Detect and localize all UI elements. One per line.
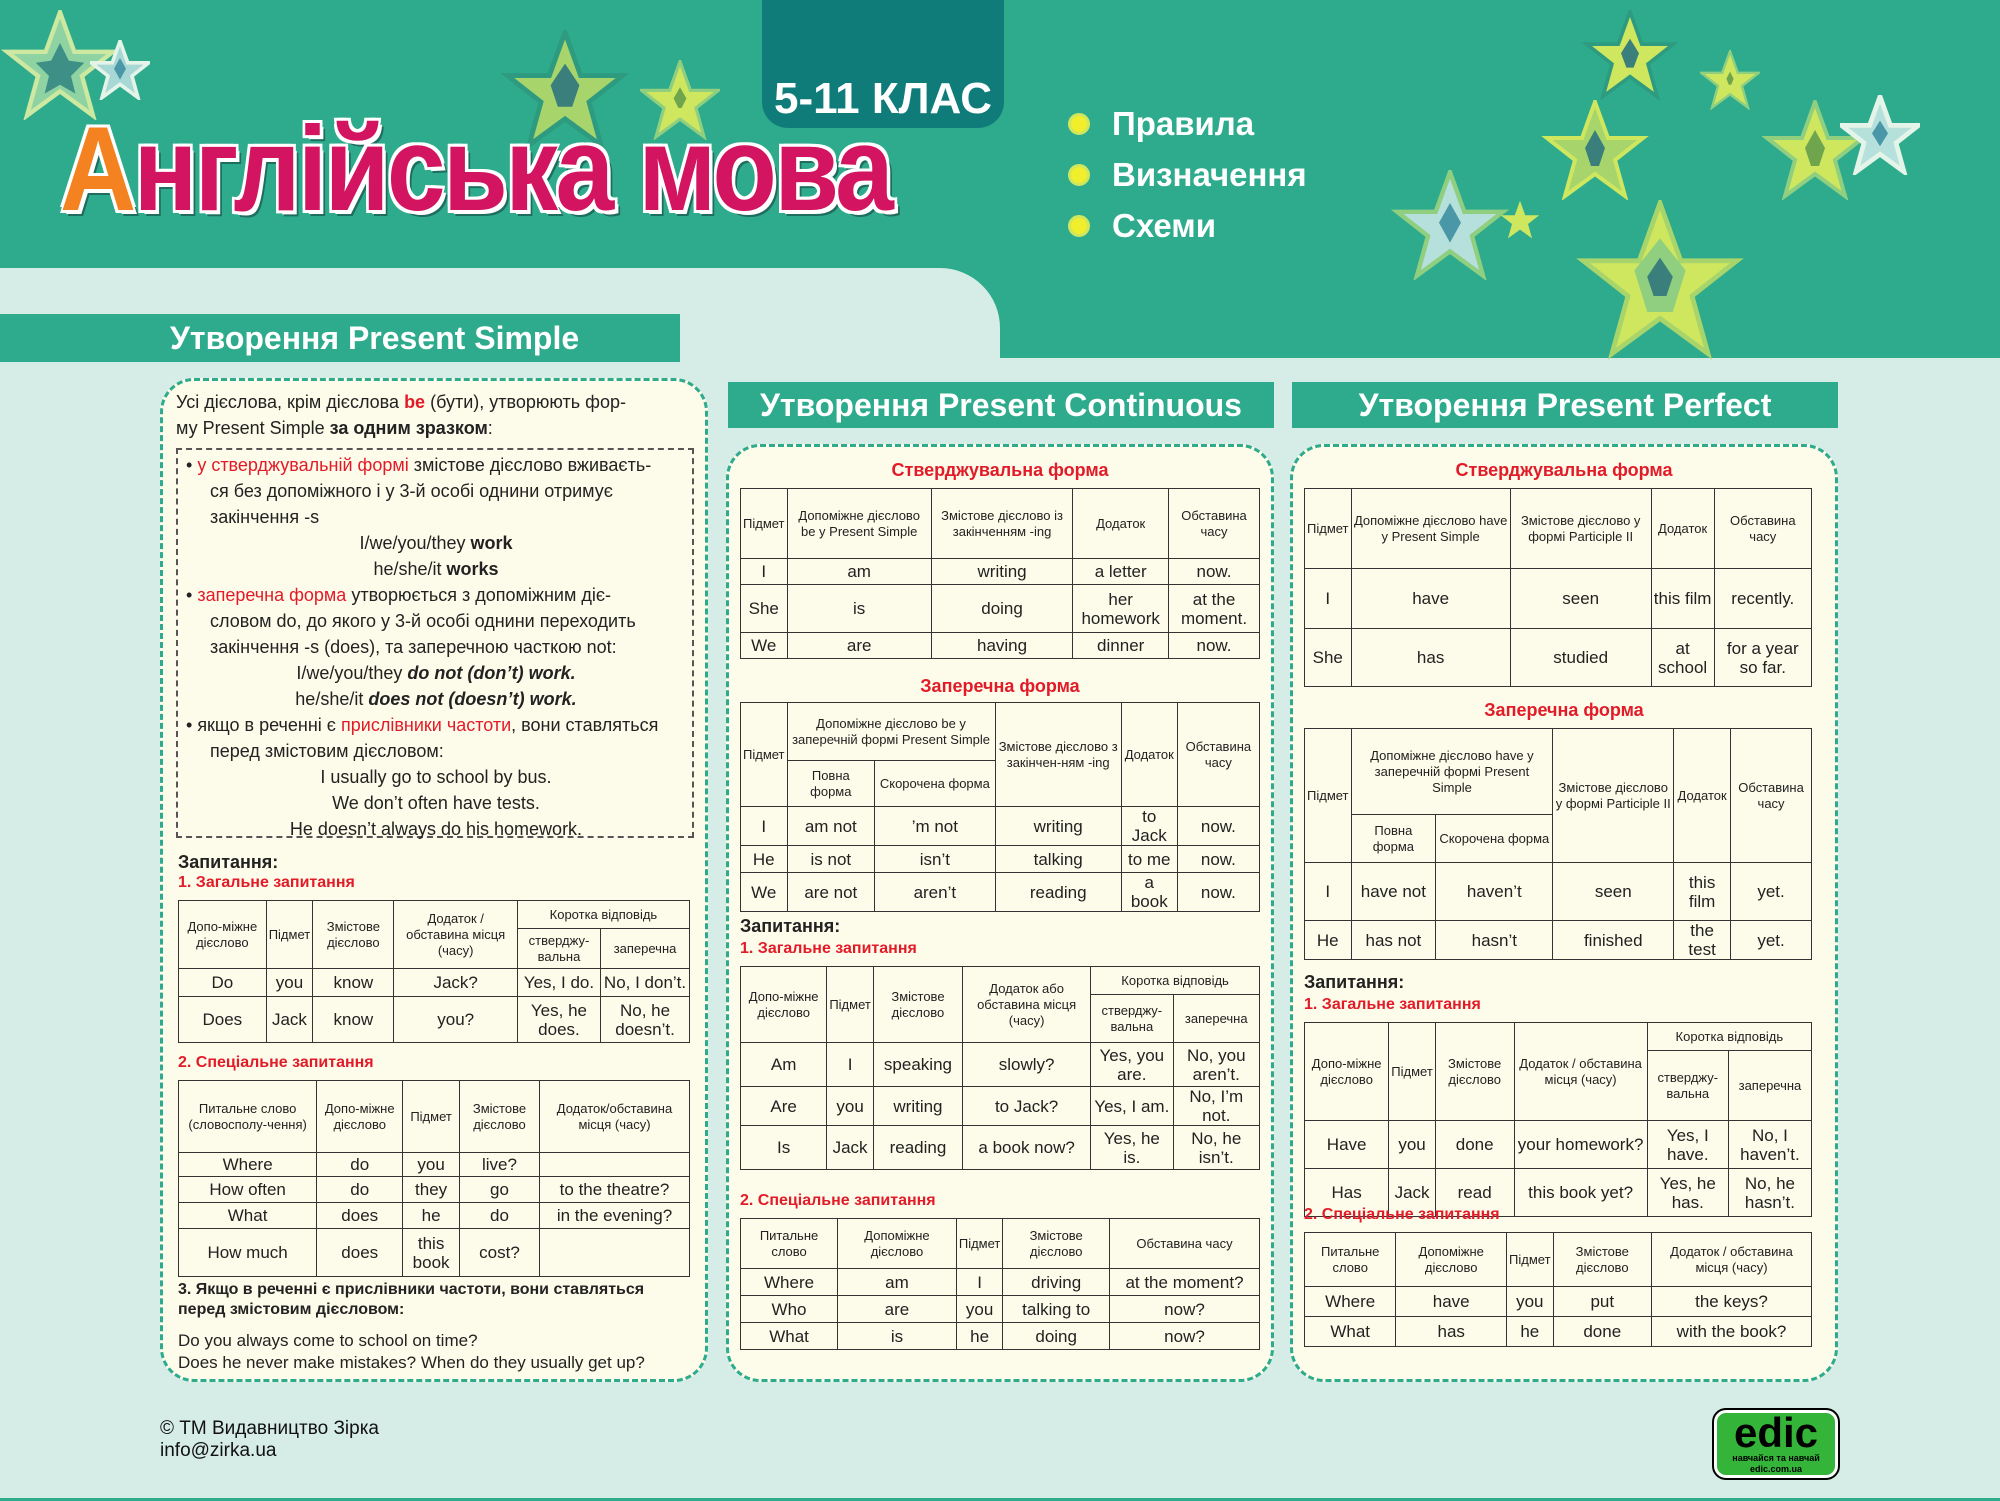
table-cell: read bbox=[1435, 1169, 1514, 1217]
table-header-cell: Додаток/обставина місця (часу) bbox=[540, 1081, 690, 1153]
table-row bbox=[1305, 921, 1812, 960]
table-row bbox=[179, 997, 690, 1043]
table-cell: writing bbox=[931, 559, 1073, 585]
table-header-cell: Підмет bbox=[741, 489, 788, 559]
table-header-cell: Допоміжне дієслово have у заперечній формі Present Simple bbox=[1351, 729, 1553, 815]
table-cell: writing bbox=[873, 1087, 962, 1126]
table-header-cell: Підмет bbox=[403, 1081, 460, 1153]
table-cell: reading bbox=[995, 873, 1121, 912]
present-perfect-heading: Утворення Present Perfect bbox=[1292, 382, 1838, 428]
table-header-cell: Питальне слово (словосполу-чення) bbox=[179, 1081, 317, 1153]
table-cell: at the moment. bbox=[1169, 585, 1260, 633]
table-cell: to Jack bbox=[1121, 807, 1177, 846]
table-cell: put bbox=[1553, 1287, 1651, 1317]
publisher-name: © ТМ Видавництво Зірка bbox=[160, 1418, 380, 1439]
table-cell: does bbox=[317, 1203, 403, 1229]
table-cell: Have bbox=[1305, 1121, 1389, 1169]
table-cell: am not bbox=[787, 807, 875, 846]
table-row bbox=[179, 1177, 690, 1203]
table-cell: reading bbox=[873, 1126, 962, 1170]
table-cell: Yes, I do. bbox=[517, 969, 600, 997]
table-cell: Does bbox=[179, 997, 267, 1043]
table-row bbox=[179, 1081, 690, 1153]
table-row bbox=[1305, 1023, 1812, 1051]
table-cell: are bbox=[787, 633, 931, 659]
table-cell: Am bbox=[741, 1043, 827, 1087]
table-cell: Yes, you are. bbox=[1091, 1043, 1173, 1087]
table-header-cell: Підмет bbox=[1507, 1233, 1554, 1287]
table-header-cell: Додаток / обставина місця (часу) bbox=[394, 901, 517, 969]
table-row bbox=[1305, 1287, 1812, 1317]
feature-item: Схеми bbox=[1068, 200, 1307, 251]
star-icon bbox=[1390, 170, 1510, 280]
table-header-cell: заперечна bbox=[1728, 1051, 1811, 1121]
table-header-cell: Змістове дієслово із закінченням -ing bbox=[931, 489, 1073, 559]
star-icon bbox=[1580, 10, 1680, 100]
table-header-cell: Скорочена форма bbox=[875, 761, 995, 807]
table-cell: am bbox=[838, 1269, 957, 1296]
table-cell: do bbox=[317, 1177, 403, 1203]
table-cell: She bbox=[741, 585, 788, 633]
table-header-cell: заперечна bbox=[601, 929, 690, 969]
bullet-dot-icon bbox=[1068, 164, 1090, 186]
table-cell: is bbox=[787, 585, 931, 633]
ps-questions-title: Запитання: bbox=[178, 852, 279, 872]
table-cell: No, I don’t. bbox=[601, 969, 690, 997]
pp-negative-table bbox=[1304, 728, 1812, 960]
table-cell: know bbox=[313, 997, 394, 1043]
table-cell: ’m not bbox=[875, 807, 995, 846]
table-cell: studied bbox=[1510, 629, 1651, 687]
table-cell: the test bbox=[1674, 921, 1731, 960]
table-cell: Yes, I have. bbox=[1647, 1121, 1728, 1169]
table-cell: the keys? bbox=[1652, 1287, 1812, 1317]
table-cell: for a year so far. bbox=[1714, 629, 1811, 687]
table-header-cell: Обставина часу bbox=[1731, 729, 1812, 863]
table-cell: seen bbox=[1553, 863, 1674, 921]
ps-rule-adverbs: • якщо в реченні є прислівники частоти, вони ставляться перед змістовим дієсловом: I usually go to school by bus. We don’t often have tests. He doesn’t always do his homework. bbox=[186, 715, 659, 839]
ps-general-question-title: 1. Загальне запитання bbox=[178, 874, 355, 891]
table-row bbox=[1305, 863, 1812, 921]
table-row bbox=[741, 846, 1260, 873]
table-cell: I bbox=[827, 1043, 874, 1087]
table-cell: is bbox=[838, 1323, 957, 1350]
table-cell: finished bbox=[1553, 921, 1674, 960]
ps-rule-negative: • заперечна форма утворюється з допоміжним діє- словом do, до якого у 3-й особі однини переходить закінчення -s (does), та заперечною часткою not: I/we/you/they do not (don’t) work. he/she/it does not (doesn’t) work. bbox=[186, 585, 636, 709]
table-cell: to Jack? bbox=[963, 1087, 1091, 1126]
table-header-cell: Підмет bbox=[1305, 729, 1352, 863]
table-header-cell: заперечна bbox=[1173, 995, 1259, 1043]
table-cell: What bbox=[1305, 1317, 1396, 1347]
table-cell: No, he isn’t. bbox=[1173, 1126, 1259, 1170]
ps-general-question-table bbox=[178, 900, 690, 1043]
table-cell: live? bbox=[459, 1153, 539, 1177]
table-cell: a book now? bbox=[963, 1126, 1091, 1170]
table-header-cell: стверджу-вальна bbox=[1091, 995, 1173, 1043]
table-row bbox=[741, 559, 1260, 585]
table-cell: haven’t bbox=[1436, 863, 1553, 921]
table-cell: you bbox=[1507, 1287, 1554, 1317]
feature-item: Правила bbox=[1068, 98, 1307, 149]
grade-label: 5-11 КЛАС bbox=[773, 74, 993, 123]
table-row bbox=[741, 967, 1260, 995]
ps-special-question-title: 2. Спеціальне запитання bbox=[178, 1054, 374, 1071]
table-cell: Who bbox=[741, 1296, 838, 1323]
table-cell: you bbox=[956, 1296, 1003, 1323]
edic-logo: edic навчайся та навчай edic.com.ua bbox=[1714, 1410, 1838, 1478]
pc-general-question-table bbox=[740, 966, 1260, 1170]
table-header-cell: Додаток / обставина місця (часу) bbox=[1514, 1023, 1647, 1121]
table-cell: have bbox=[1396, 1287, 1507, 1317]
pc-negative-table bbox=[740, 702, 1260, 912]
table-cell: does bbox=[317, 1229, 403, 1277]
star-icon bbox=[1560, 200, 1760, 360]
table-cell: No, I haven’t. bbox=[1728, 1121, 1811, 1169]
table-cell: Yes, I am. bbox=[1091, 1087, 1173, 1126]
table-cell: Yes, he does. bbox=[517, 997, 600, 1043]
table-header-cell: Коротка відповідь bbox=[1647, 1023, 1811, 1051]
table-row bbox=[1305, 1121, 1812, 1169]
table-row bbox=[741, 1219, 1260, 1269]
table-cell: now. bbox=[1177, 873, 1259, 912]
table-header-cell: Додаток або обставина місця (часу) bbox=[963, 967, 1091, 1043]
table-header-cell: Допо-міжне дієслово bbox=[179, 901, 267, 969]
table-cell: Do bbox=[179, 969, 267, 997]
table-cell: No, you aren’t. bbox=[1173, 1043, 1259, 1087]
table-cell: to me bbox=[1121, 846, 1177, 873]
table-cell: Are bbox=[741, 1087, 827, 1126]
table-cell: dinner bbox=[1073, 633, 1169, 659]
table-cell: We bbox=[741, 633, 788, 659]
present-simple-heading: Утворення Present Simple bbox=[0, 314, 680, 362]
table-header-cell: Питальне слово bbox=[741, 1219, 838, 1269]
table-row bbox=[1305, 1233, 1812, 1287]
pp-questions-title: Запитання: bbox=[1304, 972, 1405, 992]
table-cell: do bbox=[317, 1153, 403, 1177]
pc-general-question-title: 1. Загальне запитання bbox=[740, 940, 917, 957]
table-cell: recently. bbox=[1714, 569, 1811, 629]
table-cell: is not bbox=[787, 846, 875, 873]
table-header-cell: Підмет bbox=[827, 967, 874, 1043]
table-cell: this book bbox=[403, 1229, 460, 1277]
pc-special-question-table bbox=[740, 1218, 1260, 1350]
table-row bbox=[741, 1296, 1260, 1323]
table-cell bbox=[540, 1229, 690, 1277]
table-row bbox=[741, 873, 1260, 912]
star-icon bbox=[90, 40, 150, 100]
table-cell: driving bbox=[1003, 1269, 1110, 1296]
table-row bbox=[741, 585, 1260, 633]
ps-adverbs-example-2: Does he never make mistakes? When do they usually get up? bbox=[178, 1353, 645, 1372]
bullet-dot-icon bbox=[1068, 215, 1090, 237]
table-row bbox=[179, 1203, 690, 1229]
table-cell: now. bbox=[1169, 633, 1260, 659]
table-header-cell: Повна форма bbox=[1351, 815, 1436, 863]
table-cell: this book yet? bbox=[1514, 1169, 1647, 1217]
star-icon bbox=[1540, 100, 1650, 200]
table-header-cell: стверджу-вальна bbox=[1647, 1051, 1728, 1121]
table-cell: have not bbox=[1351, 863, 1436, 921]
pc-questions-title: Запитання: bbox=[740, 916, 841, 936]
page-title bbox=[60, 100, 891, 238]
table-cell: he bbox=[1507, 1317, 1554, 1347]
table-cell: seen bbox=[1510, 569, 1651, 629]
title-rest: нглійська мова bbox=[133, 102, 892, 236]
table-header-cell: Підмет bbox=[1389, 1023, 1436, 1121]
table-cell: now? bbox=[1110, 1323, 1260, 1350]
table-header-cell: Коротка відповідь bbox=[517, 901, 689, 929]
pp-affirmative-table bbox=[1304, 488, 1812, 687]
pc-negative-title: Заперечна форма bbox=[920, 676, 1080, 696]
bullet-dot-icon bbox=[1068, 113, 1090, 135]
star-icon bbox=[1500, 200, 1540, 240]
table-row bbox=[1305, 629, 1812, 687]
table-row bbox=[741, 633, 1260, 659]
table-cell: What bbox=[741, 1323, 838, 1350]
table-header-cell: Скорочена форма bbox=[1436, 815, 1553, 863]
table-row bbox=[179, 901, 690, 929]
table-header-cell: Змістове дієслово bbox=[1553, 1233, 1651, 1287]
pc-affirmative-table bbox=[740, 488, 1260, 659]
table-cell: now. bbox=[1169, 559, 1260, 585]
publisher-email: info@zirka.ua bbox=[160, 1440, 277, 1461]
ps-adverbs-question-title: 3. Якщо в реченні є прислівники частоти, вони ставляться перед змістовим дієсловом: bbox=[178, 1281, 645, 1318]
table-cell: do bbox=[459, 1203, 539, 1229]
table-header-cell: Обставина часу bbox=[1714, 489, 1811, 569]
table-header-cell: Змістове дієслово bbox=[459, 1081, 539, 1153]
table-cell: Yes, he has. bbox=[1647, 1169, 1728, 1217]
table-cell: Has bbox=[1305, 1169, 1389, 1217]
table-header-cell: Підмет bbox=[1305, 489, 1352, 569]
table-header-cell: Обставина часу bbox=[1110, 1219, 1260, 1269]
table-cell: Yes, he is. bbox=[1091, 1126, 1173, 1170]
table-row bbox=[741, 703, 1260, 761]
table-cell: am bbox=[787, 559, 931, 585]
table-row bbox=[741, 1269, 1260, 1296]
table-cell: Where bbox=[179, 1153, 317, 1177]
table-header-cell: Додаток bbox=[1651, 489, 1714, 569]
pp-special-question-table bbox=[1304, 1232, 1812, 1347]
table-row bbox=[1305, 489, 1812, 569]
table-header-cell: Допоміжне дієслово have у Present Simple bbox=[1351, 489, 1510, 569]
title-first-letter: А bbox=[60, 102, 134, 236]
table-row bbox=[1305, 1317, 1812, 1347]
table-cell: I bbox=[741, 559, 788, 585]
table-cell: speaking bbox=[873, 1043, 962, 1087]
pp-general-question-title: 1. Загальне запитання bbox=[1304, 996, 1481, 1013]
table-cell: He bbox=[1305, 921, 1352, 960]
table-cell: has bbox=[1351, 629, 1510, 687]
feature-list bbox=[1068, 98, 1307, 251]
table-header-cell: Додаток bbox=[1674, 729, 1731, 863]
table-cell: We bbox=[741, 873, 788, 912]
table-cell: hasn’t bbox=[1436, 921, 1553, 960]
table-cell: now. bbox=[1177, 807, 1259, 846]
table-cell: No, he doesn’t. bbox=[601, 997, 690, 1043]
table-cell: slowly? bbox=[963, 1043, 1091, 1087]
table-cell: at the moment? bbox=[1110, 1269, 1260, 1296]
table-header-cell: Допо-міжне дієслово bbox=[741, 967, 827, 1043]
table-header-cell: Обставина часу bbox=[1177, 703, 1259, 807]
table-header-cell: Підмет bbox=[956, 1219, 1003, 1269]
table-cell: having bbox=[931, 633, 1073, 659]
table-cell: cost? bbox=[459, 1229, 539, 1277]
present-continuous-heading: Утворення Present Continuous bbox=[728, 382, 1274, 428]
table-header-cell: Змістове дієслово bbox=[873, 967, 962, 1043]
table-header-cell: Питальне слово bbox=[1305, 1233, 1396, 1287]
table-cell: doing bbox=[1003, 1323, 1110, 1350]
table-cell: you bbox=[1389, 1121, 1436, 1169]
table-cell: have bbox=[1351, 569, 1510, 629]
table-cell: talking to bbox=[1003, 1296, 1110, 1323]
table-cell: Jack bbox=[827, 1126, 874, 1170]
table-header-cell: Додаток bbox=[1121, 703, 1177, 807]
table-cell: What bbox=[179, 1203, 317, 1229]
table-header-cell: Допо-міжне дієслово bbox=[317, 1081, 403, 1153]
table-cell: at school bbox=[1651, 629, 1714, 687]
table-header-cell: Повна форма bbox=[787, 761, 875, 807]
table-cell: I bbox=[1305, 863, 1352, 921]
table-header-cell: Змістове дієслово у формі Participle II bbox=[1510, 489, 1651, 569]
table-cell: you bbox=[827, 1087, 874, 1126]
table-cell: I bbox=[1305, 569, 1352, 629]
table-row bbox=[179, 1229, 690, 1277]
table-header-cell: Додаток bbox=[1073, 489, 1169, 559]
table-cell: yet. bbox=[1731, 863, 1812, 921]
pc-affirmative-title: Стверджувальна форма bbox=[891, 460, 1109, 480]
table-header-cell: Допо-міжне дієслово bbox=[1305, 1023, 1389, 1121]
ps-intro: Усі дієслова, крім дієслова be (бути), утворюють фор- му Present Simple за одним зразком: bbox=[176, 392, 626, 438]
publisher-info bbox=[160, 1418, 379, 1462]
table-cell: She bbox=[1305, 629, 1352, 687]
table-header-cell: Змістове дієслово bbox=[1003, 1219, 1110, 1269]
ps-special-question-table bbox=[178, 1080, 690, 1277]
table-header-cell: Допоміжне дієслово bbox=[838, 1219, 957, 1269]
table-header-cell: Змістове дієслово bbox=[1435, 1023, 1514, 1121]
star-icon bbox=[1840, 95, 1920, 175]
table-row bbox=[741, 1323, 1260, 1350]
table-cell: writing bbox=[995, 807, 1121, 846]
table-cell: Jack? bbox=[394, 969, 517, 997]
table-cell: done bbox=[1553, 1317, 1651, 1347]
pp-affirmative-title: Стверджувальна форма bbox=[1455, 460, 1673, 480]
table-row bbox=[741, 807, 1260, 846]
table-cell: No, I’m not. bbox=[1173, 1087, 1259, 1126]
table-cell: you bbox=[266, 969, 313, 997]
ps-adverbs-example-1: Do you always come to school on time? bbox=[178, 1331, 478, 1350]
table-header-cell: Коротка відповідь bbox=[1091, 967, 1260, 995]
table-row bbox=[1305, 569, 1812, 629]
table-header-cell: Змістове дієслово bbox=[313, 901, 394, 969]
table-cell: with the book? bbox=[1652, 1317, 1812, 1347]
table-cell: a book bbox=[1121, 873, 1177, 912]
table-cell: Jack bbox=[266, 997, 313, 1043]
table-cell: he bbox=[956, 1323, 1003, 1350]
table-header-cell: Змістове дієслово у формі Participle II bbox=[1553, 729, 1674, 863]
table-cell: I bbox=[956, 1269, 1003, 1296]
table-cell: he bbox=[403, 1203, 460, 1229]
table-cell: in the evening? bbox=[540, 1203, 690, 1229]
table-cell: your homework? bbox=[1514, 1121, 1647, 1169]
table-row bbox=[179, 969, 690, 997]
table-cell: How much bbox=[179, 1229, 317, 1277]
table-row bbox=[741, 1126, 1260, 1170]
table-cell: How often bbox=[179, 1177, 317, 1203]
table-cell: they bbox=[403, 1177, 460, 1203]
table-header-cell: Змістове дієслово з закінчен-ням -ing bbox=[995, 703, 1121, 807]
table-cell: now. bbox=[1177, 846, 1259, 873]
table-row bbox=[741, 1043, 1260, 1087]
table-cell: done bbox=[1435, 1121, 1514, 1169]
table-cell: now? bbox=[1110, 1296, 1260, 1323]
table-cell: yet. bbox=[1731, 921, 1812, 960]
table-cell: her homework bbox=[1073, 585, 1169, 633]
table-header-cell: Додаток / обставина місця (часу) bbox=[1652, 1233, 1812, 1287]
pp-special-question-title: 2. Спеціальне запитання bbox=[1304, 1206, 1500, 1223]
table-cell: Where bbox=[1305, 1287, 1396, 1317]
table-row bbox=[179, 1153, 690, 1177]
pp-negative-title: Заперечна форма bbox=[1484, 700, 1644, 720]
table-cell: this film bbox=[1674, 863, 1731, 921]
table-cell: go bbox=[459, 1177, 539, 1203]
table-cell: a letter bbox=[1073, 559, 1169, 585]
pc-special-question-title: 2. Спеціальне запитання bbox=[740, 1192, 936, 1209]
table-row bbox=[1305, 729, 1812, 815]
table-header-cell: Підмет bbox=[266, 901, 313, 969]
table-header-cell: стверджу-вальна bbox=[517, 929, 600, 969]
table-cell: you? bbox=[394, 997, 517, 1043]
table-row bbox=[741, 489, 1260, 559]
table-cell: He bbox=[741, 846, 788, 873]
table-cell: I bbox=[741, 807, 788, 846]
table-header-cell: Допоміжне дієслово be у заперечній формі Present Simple bbox=[787, 703, 995, 761]
table-cell: are bbox=[838, 1296, 957, 1323]
header-right-extension bbox=[1000, 268, 2000, 358]
table-header-cell: Допоміжне дієслово bbox=[1396, 1233, 1507, 1287]
table-cell: to the theatre? bbox=[540, 1177, 690, 1203]
table-header-cell: Обставина часу bbox=[1169, 489, 1260, 559]
table-cell: Where bbox=[741, 1269, 838, 1296]
table-cell: doing bbox=[931, 585, 1073, 633]
table-cell: aren’t bbox=[875, 873, 995, 912]
pp-general-question-table bbox=[1304, 1022, 1812, 1217]
table-cell: you bbox=[403, 1153, 460, 1177]
table-cell: has bbox=[1396, 1317, 1507, 1347]
star-icon bbox=[1700, 50, 1760, 110]
table-cell: Jack bbox=[1389, 1169, 1436, 1217]
table-cell: this film bbox=[1651, 569, 1714, 629]
table-cell bbox=[540, 1153, 690, 1177]
table-cell: isn’t bbox=[875, 846, 995, 873]
table-cell: are not bbox=[787, 873, 875, 912]
table-cell: No, he hasn’t. bbox=[1728, 1169, 1811, 1217]
table-header-cell: Допоміжне дієслово be у Present Simple bbox=[787, 489, 931, 559]
feature-item: Визначення bbox=[1068, 149, 1307, 200]
ps-rule-affirmative: • у стверджувальній формі змістове дієслово вживаєть- ся без допоміжного і у 3-й особі однини отримує закінчення -s I/we/you/they work he/she/it works bbox=[186, 455, 652, 579]
table-cell: Is bbox=[741, 1126, 827, 1170]
table-row bbox=[741, 1087, 1260, 1126]
table-cell: has not bbox=[1351, 921, 1436, 960]
table-cell: talking bbox=[995, 846, 1121, 873]
table-cell: know bbox=[313, 969, 394, 997]
table-header-cell: Підмет bbox=[741, 703, 788, 807]
